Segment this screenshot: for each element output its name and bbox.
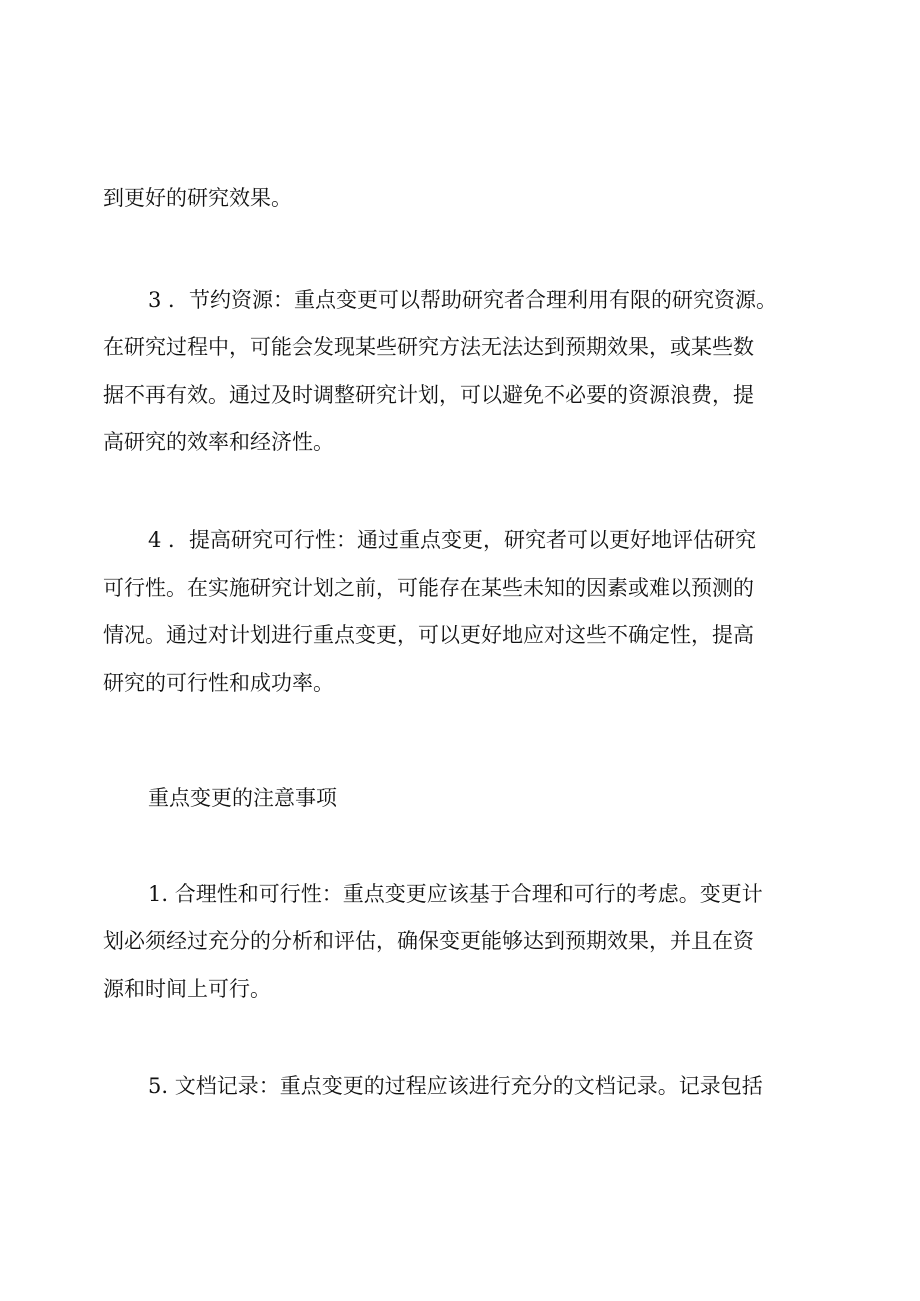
list-item-1-line: 1. 合理性和可行性：重点变更应该基于合理和可行的考虑。变更计 (148, 882, 763, 906)
paragraph-line: 据不再有效。通过及时调整研究计划，可以避免不必要的资源浪费，提 (103, 383, 754, 407)
paragraph-line: 到更好的研究效果。 (103, 186, 292, 210)
paragraph-line: 源和时间上可行。 (103, 977, 271, 1001)
list-item-4-line: 4 ．提高研究可行性：通过重点变更，研究者可以更好地评估研究 (148, 528, 757, 552)
paragraph-line: 在研究过程中，可能会发现某些研究方法无法达到预期效果，或某些数 (103, 335, 754, 359)
paragraph-line: 高研究的效率和经济性。 (103, 430, 334, 454)
list-item-3-line: 3 ．节约资源：重点变更可以帮助研究者合理利用有限的研究资源。 (148, 288, 778, 312)
list-item-5-line: 5. 文档记录：重点变更的过程应该进行充分的文档记录。记录包括 (148, 1074, 763, 1098)
paragraph-line: 可行性。在实施研究计划之前，可能存在某些未知的因素或难以预测的 (103, 576, 754, 600)
section-heading: 重点变更的注意事项 (148, 786, 337, 810)
paragraph-line: 划必须经过充分的分析和评估，确保变更能够达到预期效果，并且在资 (103, 929, 754, 953)
paragraph-line: 研究的可行性和成功率。 (103, 671, 334, 695)
paragraph-line: 情况。通过对计划进行重点变更，可以更好地应对这些不确定性，提高 (103, 623, 754, 647)
